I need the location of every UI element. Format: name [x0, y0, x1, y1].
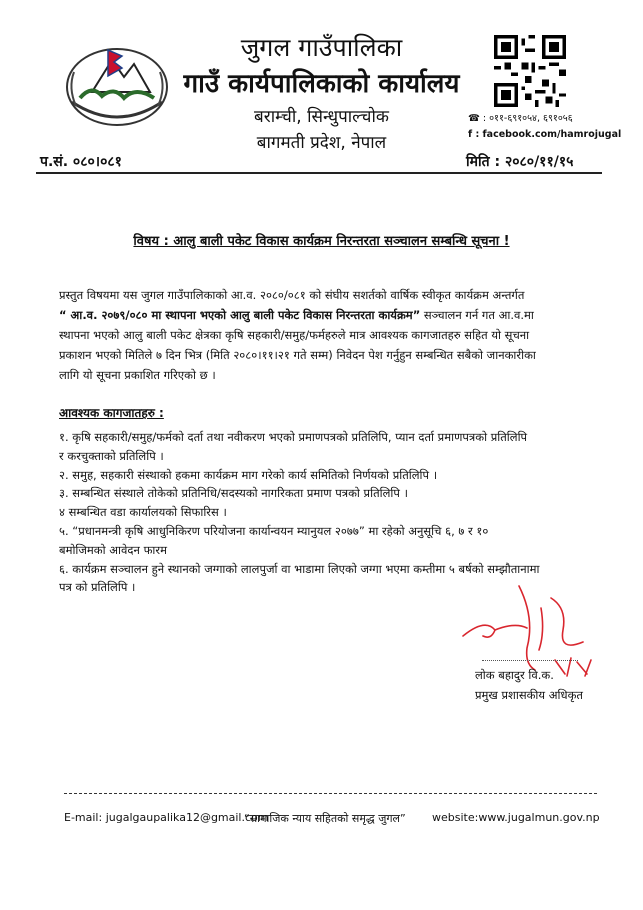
phone-numbers: ☎ : ०११-६९१०५४, ६९१०५६	[468, 113, 573, 124]
paragraph-line: लागि यो सूचना प्रकाशित गरिएको छ ।	[59, 368, 216, 382]
signatory-title: प्रमुख प्रशासकीय अधिकृत	[475, 688, 583, 702]
footer-divider	[64, 793, 597, 794]
letter-date: मिति : २०८०/११/१५	[466, 154, 574, 170]
office-address: बराम्ची, सिन्धुपाल्चोक	[254, 107, 389, 127]
province-name: बागमती प्रदेश, नेपाल	[256, 133, 387, 153]
footer-email[interactable]: E-mail: jugalgaupalika12@gmail.com	[64, 811, 269, 824]
subject-line: विषय : आलु बाली पकेट विकास कार्यक्रम निरन्तरता सञ्चालन सम्बन्धि सूचना !	[133, 234, 510, 249]
municipality-name: जुगल गाउँपालिका	[240, 33, 403, 62]
qr-code	[494, 35, 566, 107]
list-item: ६. कार्यक्रम सञ्चालन हुने स्थानको जग्गाको लालपुर्जा वा भाडामा लिएको जग्गा भएमा कम्तीमा ५ बर्षको सम्झौतानामा	[59, 561, 540, 576]
paragraph-line: प्रकाशन भएको मितिले ७ दिन भित्र (मिति २०८०।११।२१ गते सम्म) निवेदन पेश गर्नुहुन सम्बन्धित सबैको जानकारीका	[59, 348, 536, 362]
paragraph-line: प्रस्तुत विषयमा यस जुगल गाउँपालिकाको आ.व. २०८०/०८१ को संघीय सशर्तको वार्षिक स्वीकृत कार्यक्रम अन्तर्गत	[59, 288, 525, 302]
list-item: २. समुह, सहकारी संस्थाको हकमा कार्यक्रम माग गरेको कार्य समितिको निर्णयको प्रतिलिपि ।	[59, 467, 438, 482]
facebook-link[interactable]: f : facebook.com/hamrojugal	[468, 129, 622, 140]
signature-line	[482, 660, 578, 661]
list-item: ४ सम्बन्धित वडा कार्यालयको सिफारिस ।	[59, 505, 227, 520]
footer-slogan: “सामाजिक न्याय सहितको समृद्ध जुगल”	[244, 812, 406, 825]
signatory-name: लोक बहादुर वि.क.	[475, 668, 554, 682]
list-item: पत्र को प्रतिलिपि ।	[59, 580, 136, 595]
header-divider	[36, 172, 602, 174]
list-item: १. कृषि सहकारी/समुह/फर्मको दर्ता तथा नवीकरण भएको प्रमाणपत्रको प्रतिलिपि, प्यान दर्ता प्रमाणपत्रको प्रतिलिपि	[59, 430, 528, 444]
paragraph-line: “ आ.व. २०७९/०८० मा स्थापना भएको आलु बाली पकेट विकास निरन्तरता कार्यक्रम” सञ्चालन गर्न गत आ.व.मा	[59, 308, 534, 322]
list-item: बमोजिमको आवेदन फारम	[59, 542, 167, 557]
requirements-list	[59, 428, 599, 597]
footer-website[interactable]: website:www.jugalmun.gov.np	[432, 811, 600, 824]
notice-paragraph	[59, 285, 579, 385]
reference-number: प.सं. ०८०।०८१	[40, 154, 122, 170]
paragraph-line: स्थापना भएको आलु बाली पकेट क्षेत्रका कृषि सहकारी/समुह/फर्महरुले मात्र आवश्यक कागजातहरु सहित यो सूचना	[59, 328, 530, 342]
handwritten-signature	[455, 578, 615, 678]
list-item: र करचुक्ताको प्रतिलिपि ।	[59, 448, 164, 463]
office-name: गाउँ कार्यपालिकाको कार्यालय	[183, 69, 460, 99]
requirements-title: आवश्यक कागजातहरु :	[59, 406, 164, 420]
program-name: “ आ.व. २०७९/०८० मा स्थापना भएको आलु बाली पकेट विकास निरन्तरता कार्यक्रम”	[59, 308, 421, 322]
list-item: ३. सम्बन्धित संस्थाले तोकेको प्रतिनिधि/सदस्यको नागरिकता प्रमाण पत्रको प्रतिलिपि ।	[59, 486, 408, 501]
list-item: ५. “प्रधानमन्त्री कृषि आधुनिकिरण परियोजना कार्यान्वयन म्यानुयल २०७७” मा रहेको अनुसूचि ६, ७ र १०	[59, 523, 489, 538]
